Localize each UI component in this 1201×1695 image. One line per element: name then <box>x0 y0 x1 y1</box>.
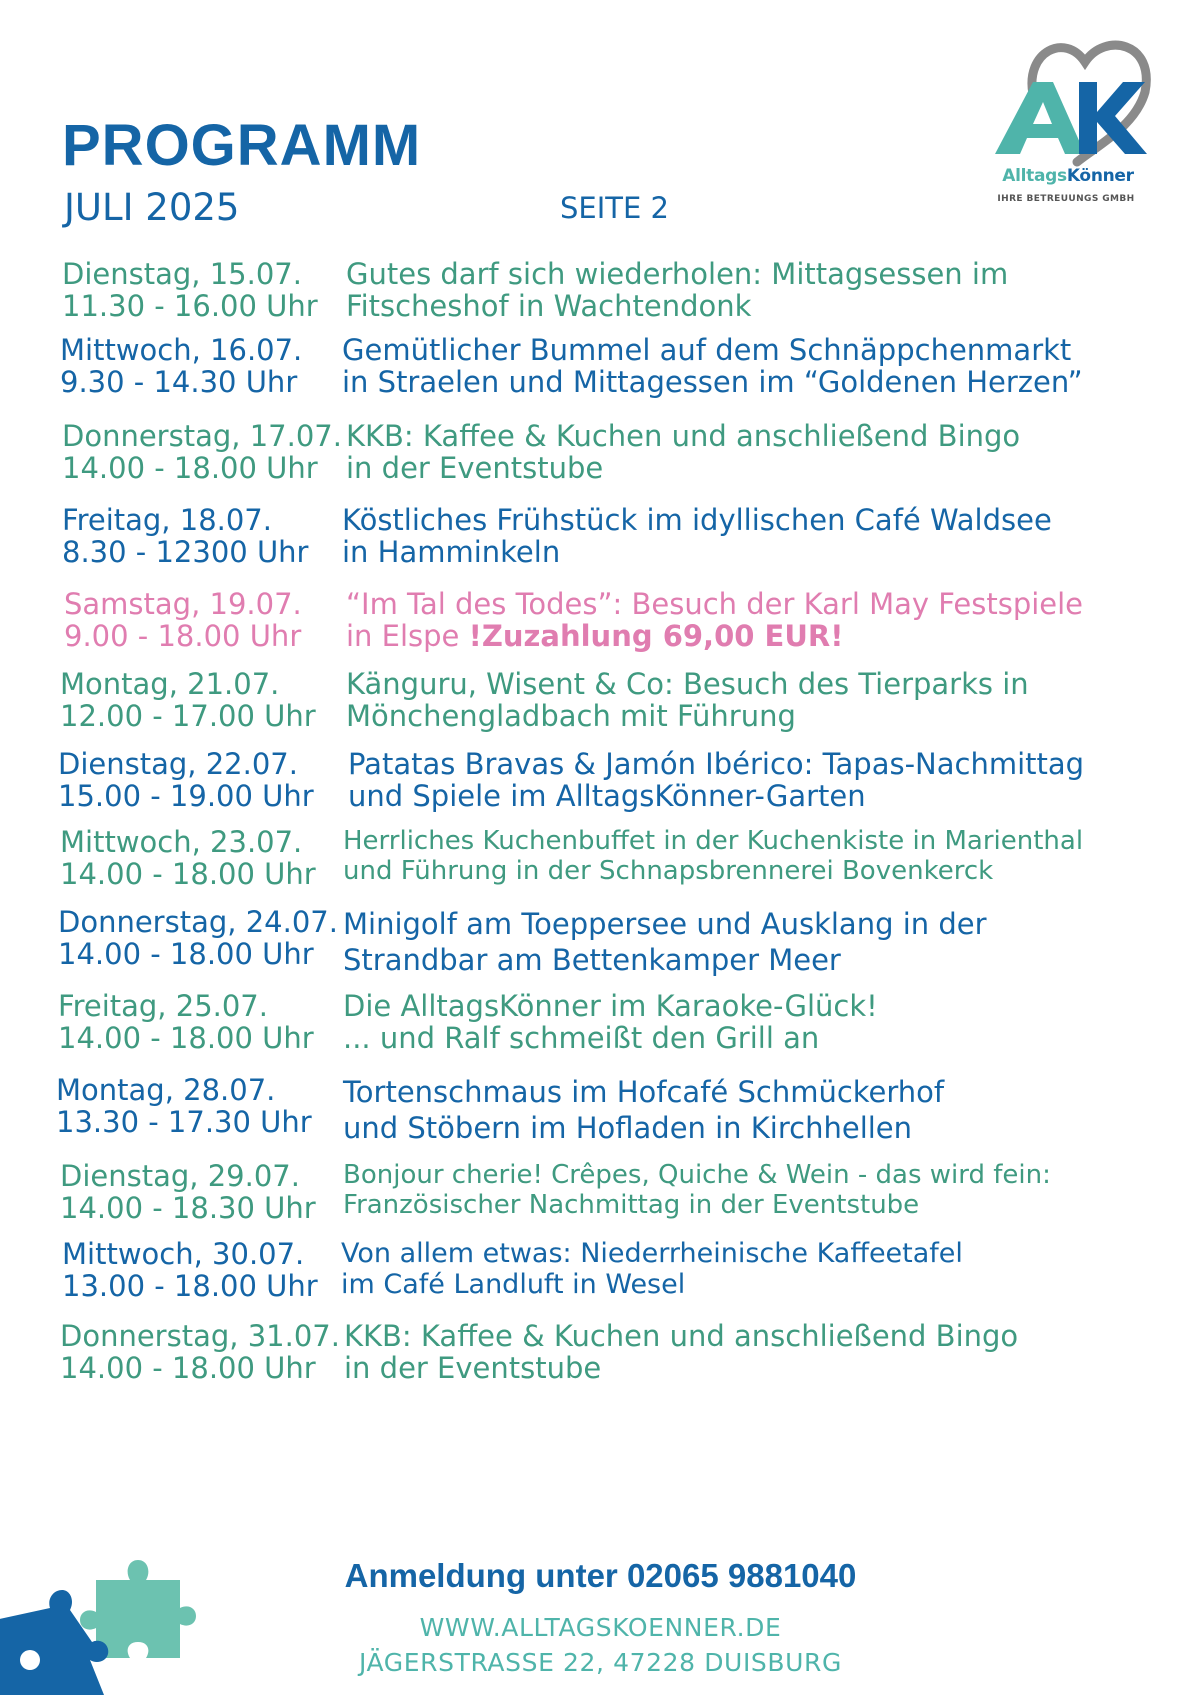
event-description-text: Bonjour cherie! Crêpes, Quiche & Wein - das wird fein: Französischer Nachmittag in der Eventstube <box>343 1160 1051 1220</box>
event-description-text: Gemütlicher Bummel auf dem Schnäppchenmarkt in Straelen und Mittagessen im “Goldenen Herzen” <box>342 333 1083 399</box>
event-description <box>343 1074 944 1146</box>
event-description-text: Herrliches Kuchenbuffet in der Kuchenkiste in Marienthal und Führung in der Schnapsbrennerei Bovenkerck <box>343 826 1084 886</box>
event-description-text: Patatas Bravas & Jamón Ibérico: Tapas-Nachmittag und Spiele im AlltagsKönner-Garten <box>348 747 1085 813</box>
event-surcharge: !Zuzahlung 69,00 EUR! <box>468 619 844 653</box>
event-description <box>343 906 987 978</box>
logo-name-part1: Alltags <box>1002 166 1067 186</box>
event-description <box>343 826 1083 886</box>
event-date: Donnerstag, 31.07. 14.00 - 18.00 Uhr <box>60 1319 340 1385</box>
logo-name-part2: Könner <box>1066 166 1134 186</box>
event-description <box>343 1160 1051 1220</box>
event-description <box>346 668 1029 732</box>
event-description <box>343 990 878 1054</box>
event-description <box>344 1320 1018 1384</box>
event-date: Montag, 28.07. 13.30 - 17.30 Uhr <box>56 1073 312 1139</box>
website-link[interactable]: WWW.ALLTAGSKOENNER.DE <box>419 1613 782 1642</box>
event-description-text: Minigolf am Toeppersee und Ausklang in der Strandbar am Bettenkamper Meer <box>343 907 987 977</box>
event-description <box>342 504 1052 568</box>
page-title: PROGRAMM <box>62 113 422 178</box>
page-number: SEITE 2 <box>560 191 669 225</box>
event-date: Freitag, 18.07. 8.30 - 12300 Uhr <box>62 503 309 569</box>
event-description-text: KKB: Kaffee & Kuchen und anschließend Bingo in der Eventstube <box>346 419 1021 485</box>
event-date: Montag, 21.07. 12.00 - 17.00 Uhr <box>60 667 316 733</box>
event-date: Donnerstag, 17.07. 14.00 - 18.00 Uhr <box>62 419 342 485</box>
event-description-text: “Im Tal des Todes”: Besuch der Karl May Festspiele in Elspe <box>346 587 1084 653</box>
month-label: JULI 2025 <box>64 186 240 229</box>
event-description-text: Känguru, Wisent & Co: Besuch des Tierparks in Mönchengladbach mit Führung <box>346 667 1029 733</box>
address: JÄGERSTRASSE 22, 47228 DUISBURG <box>359 1648 842 1677</box>
event-description-text: KKB: Kaffee & Kuchen und anschließend Bingo in der Eventstube <box>344 1319 1019 1385</box>
event-description-text: Von allem etwas: Niederrheinische Kaffeetafel im Café Landluft in Wesel <box>341 1238 963 1300</box>
event-date: Dienstag, 15.07. 11.30 - 16.00 Uhr <box>62 257 318 323</box>
event-date: Mittwoch, 23.07. 14.00 - 18.00 Uhr <box>60 825 316 891</box>
event-date: Mittwoch, 30.07. 13.00 - 18.00 Uhr <box>62 1237 318 1303</box>
event-description <box>342 334 1083 398</box>
logo-subtitle: IHRE BETREUUNGS GMBH <box>997 194 1135 204</box>
signup-phone: Anmeldung unter 02065 9881040 <box>344 1557 857 1594</box>
event-date: Donnerstag, 24.07. 14.00 - 18.00 Uhr <box>58 905 338 971</box>
event-date: Samstag, 19.07. 9.00 - 18.00 Uhr <box>64 587 302 653</box>
event-date: Freitag, 25.07. 14.00 - 18.00 Uhr <box>58 989 314 1055</box>
event-date: Dienstag, 29.07. 14.00 - 18.30 Uhr <box>60 1159 316 1225</box>
event-date: Mittwoch, 16.07. 9.30 - 14.30 Uhr <box>60 333 303 399</box>
event-description-text: Köstliches Frühstück im idyllischen Café Waldsee in Hamminkeln <box>342 503 1052 569</box>
event-description <box>346 258 1008 322</box>
event-description-text: Tortenschmaus im Hofcafé Schmückerhof und Stöbern im Hofladen in Kirchhellen <box>343 1075 945 1145</box>
event-description <box>346 420 1020 484</box>
event-description <box>346 588 1083 652</box>
event-description <box>341 1238 963 1300</box>
event-description-text: Gutes darf sich wiederholen: Mittagsessen im Fitscheshof in Wachtendonk <box>346 257 1009 323</box>
event-description <box>348 748 1084 812</box>
event-date: Dienstag, 22.07. 15.00 - 19.00 Uhr <box>58 747 314 813</box>
event-description-text: Die AlltagsKönner im Karaoke-Glück! ... und Ralf schmeißt den Grill an <box>343 989 878 1055</box>
